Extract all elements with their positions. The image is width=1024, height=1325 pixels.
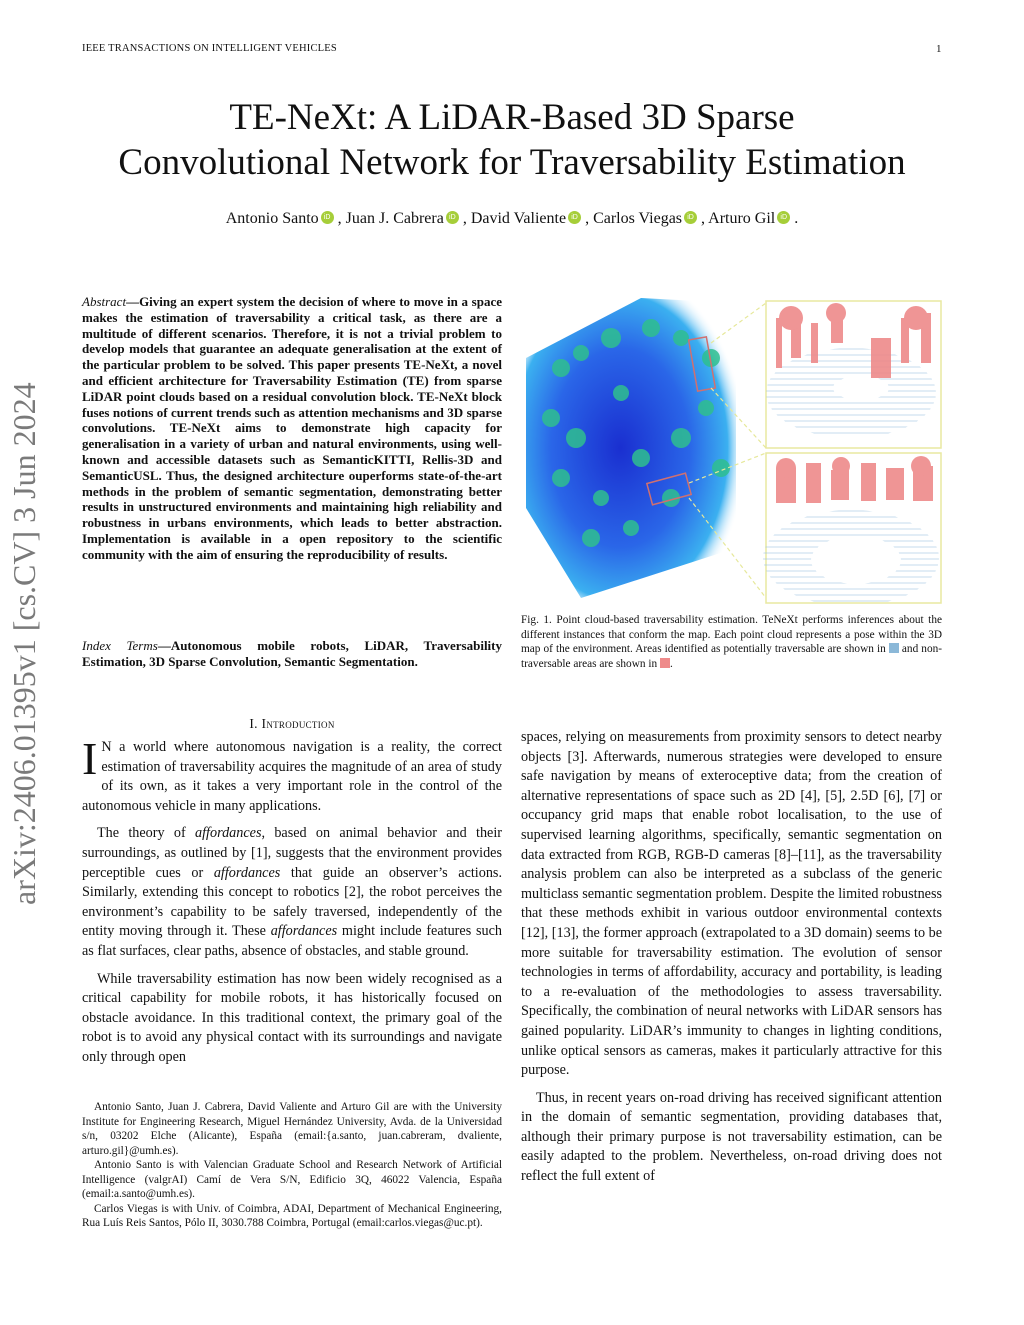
page-number: 1 xyxy=(936,43,942,55)
point-cloud-illustration xyxy=(521,298,942,605)
intro-right-column xyxy=(521,728,942,1195)
figure-caption: Fig. 1. Point cloud-based traversability estimation. TeNeXt performs inferences about the different instances that conform the map. Each point cloud represents a pose within the 3D map of the environment. Areas identified as potentially traversable are shown in and non-traversable areas are shown in . xyxy=(521,614,943,670)
figure-point-cloud xyxy=(521,298,942,605)
section-heading xyxy=(82,716,502,732)
abstract-label: Abstract xyxy=(82,294,127,309)
dropcap: I xyxy=(82,733,98,784)
running-header: IEEE TRANSACTIONS ON INTELLIGENT VEHICLES xyxy=(82,43,337,54)
section-number: I. xyxy=(249,716,258,731)
author-name: , Juan J. Cabrera xyxy=(337,210,444,227)
abstract xyxy=(82,294,502,563)
paragraph: I N a world where autonomous navigation is a reality, the correct estimation of traversability acquires the magnitude of an area of study of its own, as it takes a very important role in the control of the autonomous vehicle in many applications. xyxy=(82,733,502,814)
orcid-icon[interactable]: iD xyxy=(568,211,581,224)
footnote: Carlos Viegas is with Univ. of Coimbra, ADAI, Department of Mechanical Engineering, Rua Luís Reis Santos, Pólo II, 3030.788 Coimbra, Portugal (email:carlos.viegas@uc.pt). xyxy=(82,1202,502,1229)
index-terms xyxy=(82,638,502,670)
scan-panel-bottom xyxy=(763,453,941,605)
intro-left-column xyxy=(82,733,503,1076)
author-name: Antonio Santo xyxy=(225,210,319,227)
author-name: , David Valiente xyxy=(462,210,567,227)
caption-label: Fig. 1. xyxy=(521,614,552,626)
title-line-2: Convolutional Network for Traversability Estimation xyxy=(118,142,906,183)
author-list xyxy=(60,210,964,228)
orcid-icon[interactable]: iD xyxy=(777,211,790,224)
footnotes xyxy=(82,1100,502,1231)
non-traversable-color-swatch xyxy=(660,658,670,668)
abstract-text: —Giving an expert system the decision of where to move in a space makes the estimation of traversability a critical task, as there are a multitude of different scenarios. Therefore, it is not a trivial problem to develop models that guarantee an adequate generalisation at the extent of the particular problem to be solved. This paper presents TE-NeXt, a novel and efficient architecture for Traversability Estimation (TE) from sparse LiDAR point clouds based on a residual convolution block. TE-NeXt block fuses notions of current trends such as attention mechanisms and 3D sparse convolutions. TE-NeXt aims to demonstrate high capacity for generalisation in a variety of urban and natural environments, using well-known and accessible datasets such as SemanticKITTI, Rellis-3D and SemanticUSL. Thus, the designed architecture ouperforms state-of-the-art methods in the problem of semantic segmentation, demonstrating better results in unstructured environments and maintaining high reliability and robustness in urbans environments, which leads to better abstraction. Implementation is available in a open repository to the scientific community with the aim of ensuring the reproducibility of results. xyxy=(82,294,502,562)
author-name: , Carlos Viegas xyxy=(585,210,683,227)
orcid-icon[interactable]: iD xyxy=(684,211,697,224)
paragraph: The theory of affordances, based on animal behavior and their surroundings, as outlined by [1], suggests that the environment provides perceptible cues or affordances that guide an observer’s actions. Similarly, extending this concept to robotics [2], the robot perceives the environment’s capability to be safely traversed, independently of the entity moving through it. These affordances might include features such as flat surfaces, clear paths, absence of obstacles, and stable ground. xyxy=(82,825,503,959)
paragraph: spaces, relying on measurements from proximity sensors to detect nearby objects [3]. Afterwards, numerous strategies were developed to ensure safe navigation by means of exteroceptive data; from the creation of alternative representations of space such as 2D [4], [5], 2.5D [6], [7] or occupancy grid maps that enable robot localisation, to the use of supervised learning algorithms, specifically, semantic segmentation on data extracted from RGB, RGB-D cameras [8]–[11], as the traversability analysis problem can also be interpreted as a subclass of the generic multiclass semantic segmentation problem. Despite the limited robustness that these methods exhibit in various outdoor environmental contexts [12], [13], the former approach (extrapolated to a 3D domain) seems to be more suitable for traversability estimation. The evolution of sensor technologies in terms of affordability, accuracy and portability, is leading to a re-evaluation of the methodologies to assess traversability. Specifically, the combination of neural networks with LiDAR sensors has gained popularity. LiDAR’s immunity to changes in lighting conditions, unlike optical sensors as cameras, makes it particularly attractive for this purpose. xyxy=(521,729,942,1079)
paragraph: While traversability estimation has now been widely recognised as a critical capability for mobile robots, it has historically focused on obstacle avoidance. In this traditional context, the primary goal of the robot is to avoid any physical contact with its surroundings and navigate only through open xyxy=(82,970,502,1065)
paper-title xyxy=(60,95,964,185)
footnote: Antonio Santo, Juan J. Cabrera, David Valiente and Arturo Gil are with the University Institute for Engineering Research, Miguel Hernández University, Avda. de la Universidad s/n, 03202 Elche (Alicante), España (email:{a.santo, juan.cabreram, dvaliente, arturo.gil}@umh.es). xyxy=(82,1101,502,1157)
section-title: Introduction xyxy=(261,716,335,731)
arxiv-stamp xyxy=(6,382,46,945)
title-line-1: TE-NeXt: A LiDAR-Based 3D Sparse xyxy=(229,97,795,138)
index-terms-label: Index Terms xyxy=(82,638,158,653)
author-name: , Arturo Gil xyxy=(701,210,776,227)
orcid-icon[interactable]: iD xyxy=(446,211,459,224)
orcid-icon[interactable]: iD xyxy=(321,211,334,224)
traversable-color-swatch xyxy=(889,643,899,653)
footnote: Antonio Santo is with Valencian Graduate School and Research Network of Artificial Intelligence (valgrAI) Camí de Vera S/N, Edificio 3Q, 46022 Valencia, España (email:a.santo@umh.es). xyxy=(82,1159,502,1200)
scan-panel-top xyxy=(766,301,941,448)
author-list-end: . xyxy=(794,210,799,227)
index-terms-text: —Autonomous mobile robots, LiDAR, Traversability Estimation, 3D Sparse Convolution, Semantic Segmentation. xyxy=(82,638,502,669)
map-point-cloud xyxy=(526,298,736,598)
paragraph: Thus, in recent years on-road driving has received significant attention in the domain of semantic segmentation, providing databases that, although their primary purpose is not traversability estimation, can be easily adapted to the problem. Nevertheless, on-road driving does not reflect the full extent of xyxy=(521,1089,942,1185)
arxiv-id[interactable]: arXiv:2406.01395v1 [cs.CV] 3 Jun 2024 xyxy=(6,382,42,905)
